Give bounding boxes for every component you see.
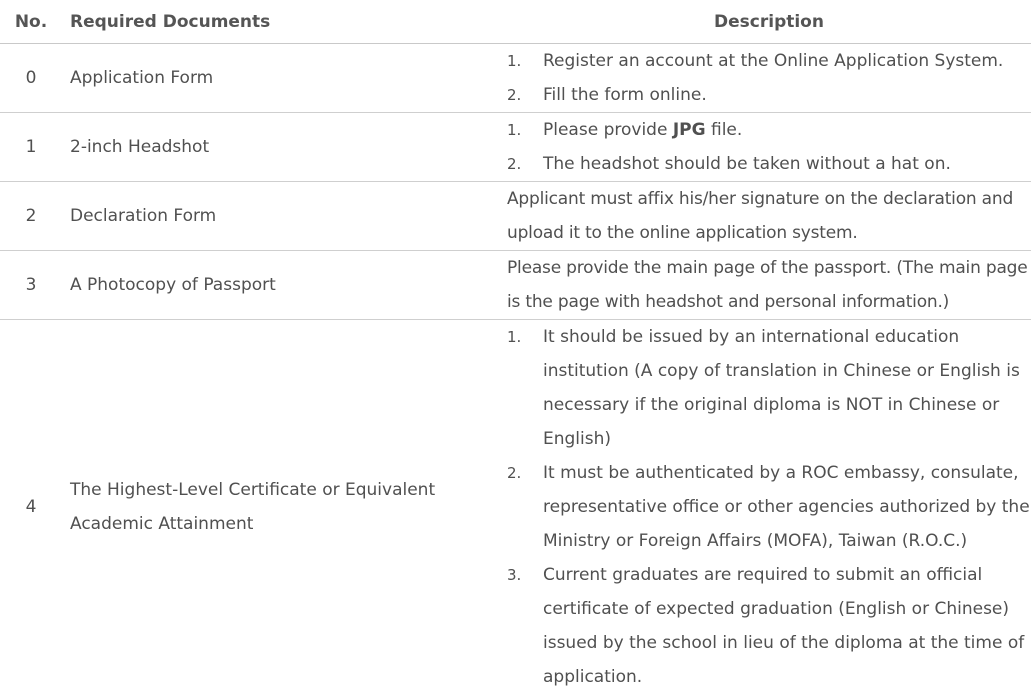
list-number: 3. xyxy=(507,558,543,694)
list-text: Current graduates are required to submit an official certificate of expected graduation (English or Chinese) issued by the school in lieu of the diploma at the time of application. xyxy=(543,558,1031,694)
document-name: Declaration Form xyxy=(62,182,507,251)
table-row xyxy=(0,251,1031,320)
list-item xyxy=(507,44,1031,78)
text-segment: file. xyxy=(706,120,743,140)
row-number: 1 xyxy=(0,113,62,182)
list-text: The headshot should be taken without a hat on. xyxy=(543,147,1031,181)
description-list xyxy=(507,44,1031,112)
header-description: Description xyxy=(507,0,1031,44)
list-item xyxy=(507,558,1031,694)
document-name: A Photocopy of Passport xyxy=(62,251,507,320)
description-text: Applicant must affix his/her signature on the declaration and upload it to the online application system. xyxy=(507,182,1031,251)
list-text xyxy=(543,113,1031,147)
document-name: Application Form xyxy=(62,44,507,113)
table-row xyxy=(0,44,1031,113)
table-header-row xyxy=(0,0,1031,44)
list-number: 2. xyxy=(507,147,543,181)
document-name: The Highest-Level Certificate or Equivalent Academic Attainment xyxy=(62,320,507,694)
row-number: 0 xyxy=(0,44,62,113)
list-number: 1. xyxy=(507,113,543,147)
description-cell xyxy=(507,44,1031,113)
list-item xyxy=(507,320,1031,456)
list-item xyxy=(507,78,1031,112)
description-list xyxy=(507,113,1031,181)
list-text: It must be authenticated by a ROC embassy, consulate, representative office or other agencies authorized by the Ministry or Foreign Affairs (MOFA), Taiwan (R.O.C.) xyxy=(543,456,1031,558)
row-number: 2 xyxy=(0,182,62,251)
table-row xyxy=(0,113,1031,182)
list-number: 1. xyxy=(507,320,543,456)
description-list xyxy=(507,320,1031,694)
list-item xyxy=(507,456,1031,558)
list-text: It should be issued by an international education institution (A copy of translation in Chinese or English is necessary if the original diploma is NOT in Chinese or English) xyxy=(543,320,1031,456)
table-row xyxy=(0,182,1031,251)
row-number: 4 xyxy=(0,320,62,694)
list-number: 2. xyxy=(507,456,543,558)
description-text: Please provide the main page of the passport. (The main page is the page with headshot and personal information.) xyxy=(507,251,1031,320)
list-item xyxy=(507,113,1031,147)
bold-file-type: JPG xyxy=(673,120,706,140)
document-name: 2-inch Headshot xyxy=(62,113,507,182)
list-number: 2. xyxy=(507,78,543,112)
row-number: 3 xyxy=(0,251,62,320)
description-cell xyxy=(507,320,1031,694)
list-text: Fill the form online. xyxy=(543,78,1031,112)
text-segment: Please provide xyxy=(543,120,673,140)
list-number: 1. xyxy=(507,44,543,78)
header-required-documents: Required Documents xyxy=(62,0,507,44)
description-cell xyxy=(507,113,1031,182)
list-text: Register an account at the Online Application System. xyxy=(543,44,1031,78)
header-no: No. xyxy=(0,0,62,44)
list-item xyxy=(507,147,1031,181)
table-row xyxy=(0,320,1031,694)
